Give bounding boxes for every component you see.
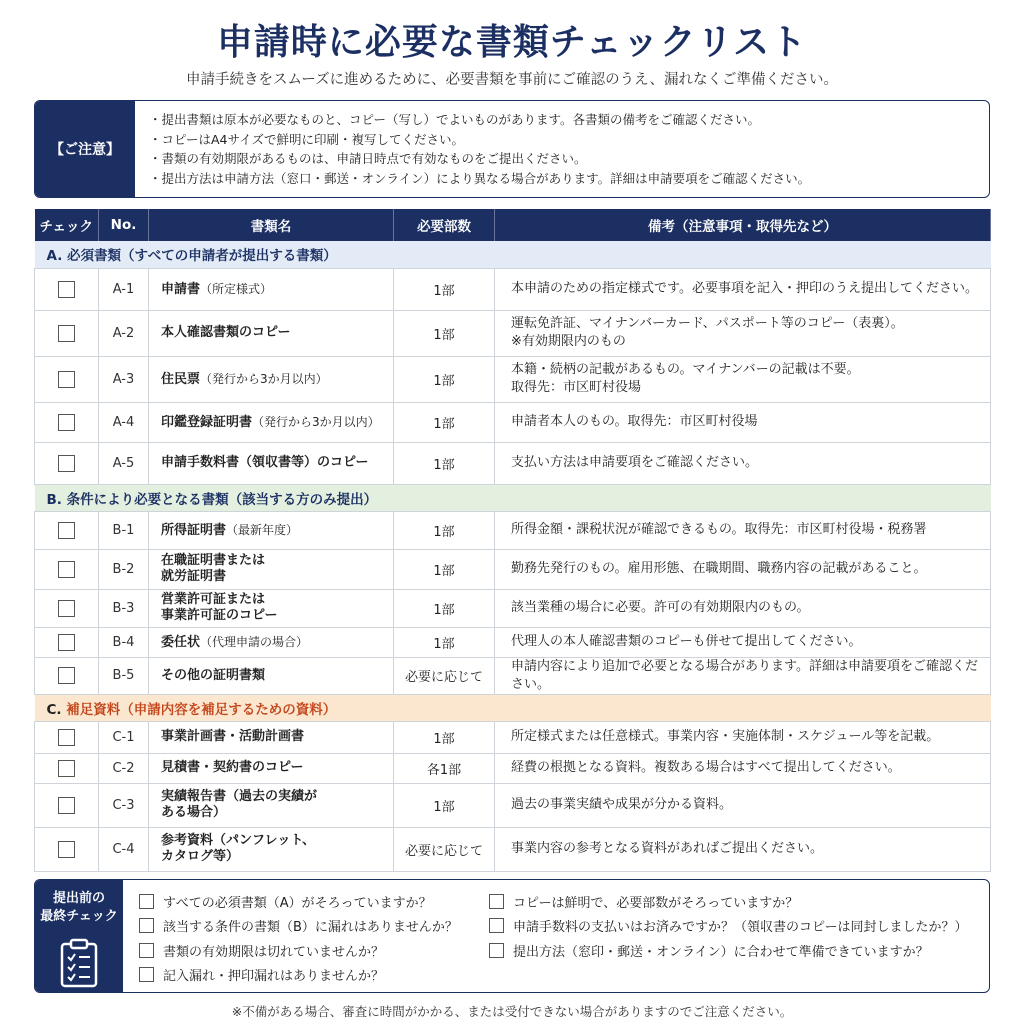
check-cell <box>35 268 99 310</box>
document-name-cell <box>149 268 394 310</box>
item-number: B-1 <box>99 511 149 549</box>
required-quantity: 1部 <box>394 549 495 589</box>
remarks-line: 該当業種の場合に必要。許可の有効期限内のもの。 <box>511 600 810 615</box>
final-check-heading <box>35 880 123 992</box>
checkbox[interactable] <box>58 455 75 472</box>
check-cell <box>35 753 99 783</box>
check-cell <box>35 356 99 402</box>
item-number: B-3 <box>99 589 149 627</box>
final-check-checkbox[interactable] <box>139 967 154 982</box>
remarks-line: 本申請のための指定様式です。必要事項を記入・押印のうえ提出してください。 <box>511 281 978 296</box>
required-quantity: 必要に応じて <box>394 657 495 694</box>
required-quantity: 1部 <box>394 310 495 356</box>
remarks-cell <box>495 657 991 694</box>
remarks-line: 勤務先発行のもの。雇用形態、在職期間、職務内容の記載があること。 <box>511 561 927 576</box>
final-check-item <box>489 889 989 914</box>
section-header-row <box>35 694 991 721</box>
document-name-cell <box>149 442 394 484</box>
document-name: その他の証明書類 <box>161 667 266 683</box>
table-row <box>35 783 991 827</box>
checkbox[interactable] <box>58 371 75 388</box>
document-name: 実績報告書（過去の実績が ある場合） <box>161 789 318 820</box>
document-name-cell <box>149 721 394 753</box>
document-name-cell <box>149 549 394 589</box>
final-check-label: 提出方法（窓印・郵送・オンライン）に合わせて準備できていますか？ <box>513 944 929 960</box>
document-name: 申請書 <box>161 281 201 297</box>
document-name-note: （発行から3か月以内） <box>200 371 328 386</box>
remarks-cell <box>495 442 991 484</box>
checkbox[interactable] <box>58 281 75 298</box>
check-cell <box>35 589 99 627</box>
col-header-remarks: 備考（注意事項・取得先など） <box>495 209 991 241</box>
remarks-cell <box>495 356 991 402</box>
notice-line: ・書類の有効期限があるものは、申請日時点で有効なものをご提出ください。 <box>149 151 587 166</box>
remarks-line: 所得金額・課税状況が確認できるもの。取得先：市区町村役場・税務署 <box>511 522 927 537</box>
required-quantity: 1部 <box>394 402 495 442</box>
document-name-cell <box>149 753 394 783</box>
table-row <box>35 310 991 356</box>
remarks-cell <box>495 753 991 783</box>
item-number: A-1 <box>99 268 149 310</box>
remarks-cell <box>495 589 991 627</box>
checkbox[interactable] <box>58 760 75 777</box>
item-number: C-1 <box>99 721 149 753</box>
table-row <box>35 657 991 694</box>
item-number: A-3 <box>99 356 149 402</box>
remarks-cell <box>495 783 991 827</box>
item-number: B-5 <box>99 657 149 694</box>
checkbox[interactable] <box>58 325 75 342</box>
section-title <box>35 694 991 721</box>
check-cell <box>35 721 99 753</box>
item-number: B-2 <box>99 549 149 589</box>
col-header-no: No. <box>99 209 149 241</box>
document-name: 参考資料（パンフレット、 カタログ等） <box>161 833 316 864</box>
document-name-cell <box>149 627 394 657</box>
final-check-body <box>123 880 989 992</box>
section-title-text: 補足資料（申請内容を補足するための資料） <box>66 701 337 718</box>
remarks-line: 代理人の本人確認書類のコピーも併せて提出してください。 <box>511 634 862 649</box>
required-quantity: 1部 <box>394 268 495 310</box>
final-check-label: コピーは鮮明で、必要部数がそろっていますか？ <box>513 895 799 911</box>
table-row <box>35 356 991 402</box>
document-name: 営業許可証または 事業許可証のコピー <box>161 592 278 623</box>
section-title: B. 条件により必要となる書類（該当する方のみ提出） <box>35 484 991 511</box>
checkbox[interactable] <box>58 667 75 684</box>
required-quantity: 1部 <box>394 356 495 402</box>
document-name: 申請手数料書（領収書等）のコピー <box>161 455 369 470</box>
required-quantity: 1部 <box>394 442 495 484</box>
final-check-box <box>34 879 990 993</box>
item-number: C-2 <box>99 753 149 783</box>
final-check-item <box>139 889 489 914</box>
check-cell <box>35 657 99 694</box>
section-title-prefix: C. <box>46 701 67 718</box>
final-check-right-column <box>489 889 989 992</box>
document-name-note: （所定様式） <box>200 281 273 296</box>
final-check-label: 記入漏れ・押印漏れはありませんか？ <box>163 969 385 985</box>
check-cell <box>35 783 99 827</box>
item-number: A-4 <box>99 402 149 442</box>
checkbox[interactable] <box>58 841 75 858</box>
remarks-line: ※有効期限内のもの <box>511 334 626 349</box>
table-row <box>35 589 991 627</box>
table-row <box>35 627 991 657</box>
col-header-qty: 必要部数 <box>394 209 495 241</box>
document-name: 所得証明書 <box>161 522 227 538</box>
check-cell <box>35 402 99 442</box>
notice-heading: 【ご注意】 <box>35 101 135 197</box>
document-name: 住民票 <box>161 371 201 387</box>
notice-line: ・提出方法は申請方法（窓口・郵送・オンライン）により異なる場合があります。詳細は申請要項をご確認ください。 <box>149 170 811 186</box>
item-number: B-4 <box>99 627 149 657</box>
document-name: 本人確認書類のコピー <box>161 325 291 340</box>
final-check-item <box>139 963 489 988</box>
col-header-check: チェック <box>35 209 99 241</box>
required-quantity: 1部 <box>394 627 495 657</box>
required-quantity: 1部 <box>394 589 495 627</box>
final-check-title: 提出前の 最終チェック <box>40 891 118 924</box>
checkbox[interactable] <box>58 561 75 578</box>
page-subtitle: 申請手続きをスムーズに進めるために、必要書類を事前にご確認のうえ、漏れなくご準備ください。 <box>186 72 838 88</box>
document-name-cell <box>149 402 394 442</box>
notice-line: ・提出書類は原本が必要なものと、コピー（写し）でよいものがあります。各書類の備考をご確認ください。 <box>149 112 761 127</box>
final-check-checkbox[interactable] <box>489 943 504 958</box>
table-row <box>35 511 991 549</box>
col-header-name: 書類名 <box>149 209 394 241</box>
item-number: A-2 <box>99 310 149 356</box>
required-quantity: 各1部 <box>394 753 495 783</box>
check-cell <box>35 511 99 549</box>
document-name-note: （代理申請の場合） <box>200 634 309 649</box>
checkbox[interactable] <box>58 729 75 746</box>
remarks-cell <box>495 402 991 442</box>
remarks-line: 過去の事業実績や成果が分かる資料。 <box>511 797 733 812</box>
checkbox[interactable] <box>58 634 75 651</box>
document-name-note: （最新年度） <box>226 522 299 537</box>
table-row <box>35 549 991 589</box>
final-check-left-column <box>139 889 489 992</box>
notice-line: ・コピーはA4サイズで鮮明に印刷・複写してください。 <box>149 131 465 147</box>
final-check-checkbox[interactable] <box>139 943 154 958</box>
remarks-line: 申請内容により追加で必要となる場合があります。詳細は申請要項をご確認ください。 <box>511 658 978 692</box>
remarks-line: 運転免許証、マイナンバーカード、パスポート等のコピー（表裏）。 <box>511 316 904 331</box>
document-checklist-table <box>34 209 991 872</box>
required-quantity: 1部 <box>394 783 495 827</box>
remarks-cell <box>495 511 991 549</box>
table-row <box>35 268 991 310</box>
footnote: ※不備がある場合、審査に時間がかかる、または受付できない場合がありますのでご注意ください。 <box>231 1004 793 1019</box>
remarks-line: 事業内容の参考となる資料があればご提出ください。 <box>511 841 824 856</box>
table-row <box>35 721 991 753</box>
document-name: 印鑑登録証明書 <box>161 414 253 430</box>
remarks-cell <box>495 827 991 871</box>
checkbox[interactable] <box>58 522 75 539</box>
final-check-item <box>139 914 489 939</box>
remarks-line: 本籍・続柄の記載があるもの。マイナンバーの記載は不要。 <box>511 362 860 377</box>
table-row <box>35 827 991 871</box>
document-name-cell <box>149 783 394 827</box>
clipboard-checklist-icon <box>59 938 99 988</box>
section-title: A. 必須書類（すべての申請者が提出する書類） <box>35 241 991 268</box>
table-row <box>35 442 991 484</box>
remarks-line: 取得先：市区町村役場 <box>511 380 642 395</box>
section-header-row <box>35 241 991 268</box>
final-check-checkbox[interactable] <box>489 918 504 933</box>
document-name-cell <box>149 356 394 402</box>
final-check-label: 該当する条件の書類（B）に漏れはありませんか？ <box>163 920 458 936</box>
required-quantity: 必要に応じて <box>394 827 495 871</box>
remarks-line: 申請者本人のもの。取得先：市区町村役場 <box>511 414 758 429</box>
document-name: 在職証明書または 就労証明書 <box>161 553 266 584</box>
remarks-cell <box>495 627 991 657</box>
check-cell <box>35 627 99 657</box>
final-check-checkbox[interactable] <box>489 894 504 909</box>
remarks-line: 経費の根拠となる資料。複数ある場合はすべて提出してください。 <box>511 760 901 775</box>
final-check-checkbox[interactable] <box>139 918 154 933</box>
check-cell <box>35 310 99 356</box>
page-title: 申請時に必要な書類チェックリスト <box>216 22 808 63</box>
document-name-cell <box>149 589 394 627</box>
document-name: 事業計画書・活動計画書 <box>161 729 305 744</box>
document-name-cell <box>149 827 394 871</box>
final-check-label: 申請手数料の支払いはお済みですか？（領収書のコピーは同封しましたか？） <box>513 920 968 936</box>
table-row <box>35 753 991 783</box>
document-name-note: （発行から3か月以内） <box>252 414 380 429</box>
remarks-cell <box>495 549 991 589</box>
final-check-label: 書類の有効期限は切れていませんか？ <box>163 944 385 960</box>
final-check-item <box>489 914 989 939</box>
document-name-cell <box>149 310 394 356</box>
remarks-cell <box>495 721 991 753</box>
checkbox[interactable] <box>58 600 75 617</box>
notice-body <box>135 101 989 197</box>
section-header-row <box>35 484 991 511</box>
document-name-cell <box>149 657 394 694</box>
checkbox[interactable] <box>58 797 75 814</box>
document-name: 委任状 <box>161 634 201 650</box>
item-number: C-4 <box>99 827 149 871</box>
item-number: A-5 <box>99 442 149 484</box>
table-row <box>35 402 991 442</box>
document-name: 見積書・契約書のコピー <box>161 760 304 775</box>
final-check-label: すべての必須書類（A）がそろっていますか？ <box>163 895 432 911</box>
check-cell <box>35 827 99 871</box>
remarks-cell <box>495 268 991 310</box>
remarks-line: 所定様式または任意様式。事業内容・実施体制・スケジュール等を記載。 <box>511 729 940 744</box>
item-number: C-3 <box>99 783 149 827</box>
table-header-row <box>35 209 991 241</box>
checkbox[interactable] <box>58 414 75 431</box>
document-name-cell <box>149 511 394 549</box>
check-cell <box>35 549 99 589</box>
notice-box <box>34 100 990 198</box>
check-cell <box>35 442 99 484</box>
remarks-cell <box>495 310 991 356</box>
required-quantity: 1部 <box>394 721 495 753</box>
remarks-line: 支払い方法は申請要項をご確認ください。 <box>511 455 759 470</box>
final-check-item <box>489 938 989 963</box>
final-check-item <box>139 938 489 963</box>
required-quantity: 1部 <box>394 511 495 549</box>
final-check-checkbox[interactable] <box>139 894 154 909</box>
